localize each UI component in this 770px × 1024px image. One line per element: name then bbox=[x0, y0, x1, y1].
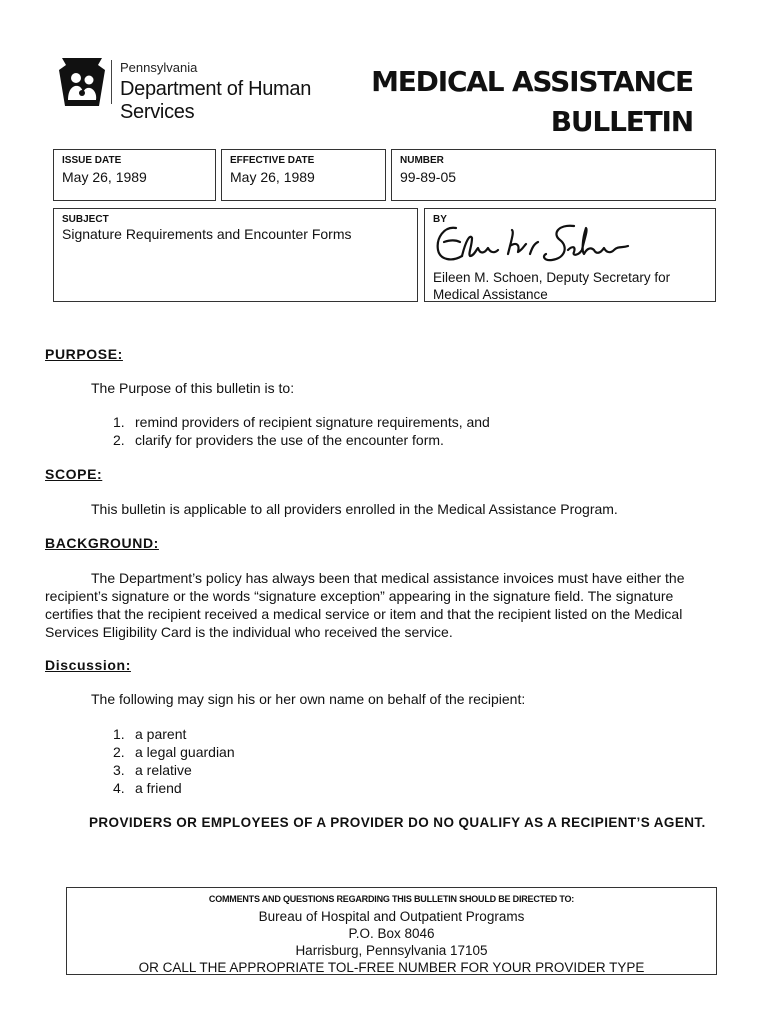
scope-heading: SCOPE: bbox=[45, 466, 103, 482]
keystone-family-icon bbox=[58, 56, 106, 108]
effective-date-label: EFFECTIVE DATE bbox=[230, 155, 315, 166]
contact-bureau: Bureau of Hospital and Outpatient Programs bbox=[258, 909, 525, 924]
discussion-list bbox=[113, 725, 235, 797]
contact-box bbox=[66, 887, 717, 975]
background-heading: BACKGROUND: bbox=[45, 535, 159, 551]
issue-date-box bbox=[53, 149, 216, 201]
purpose-list bbox=[113, 413, 490, 449]
issue-date-value: May 26, 1989 bbox=[62, 169, 147, 185]
signature-image bbox=[434, 220, 634, 268]
background-text: The Department’s policy has always been that medical assistance invoices must have either the recipient’s signature or the words “signature exception” appearing in the signature field. The signature certifies that the recipient received a medical service or item and that the recipient listed on the Medical Services Eligibility Card is the individual who received the service. bbox=[45, 570, 685, 640]
list-item: 2. a legal guardian bbox=[113, 744, 235, 760]
logo-divider bbox=[111, 60, 112, 104]
issue-date-label: ISSUE DATE bbox=[62, 155, 122, 166]
by-name-line-2: Medical Assistance bbox=[433, 287, 548, 302]
contact-phone-note: OR CALL THE APPROPRIATE TOL-FREE NUMBER FOR YOUR PROVIDER TYPE bbox=[138, 960, 645, 975]
by-name-line-1: Eileen M. Schoen, Deputy Secretary for bbox=[433, 270, 671, 285]
list-item: 3. a relative bbox=[113, 762, 192, 778]
subject-box bbox=[53, 208, 418, 302]
scope-text: This bulletin is applicable to all providers enrolled in the Medical Assistance Program. bbox=[91, 501, 618, 517]
by-name bbox=[433, 269, 693, 303]
list-item: 4. a friend bbox=[113, 780, 182, 796]
list-item: 1. remind providers of recipient signature requirements, and bbox=[113, 414, 490, 430]
logo-department-name: Department of Human Services bbox=[120, 78, 312, 123]
list-item: 1. a parent bbox=[113, 726, 187, 742]
number-value: 99-89-05 bbox=[400, 169, 457, 185]
number-box bbox=[391, 149, 716, 201]
logo-state-name: Pennsylvania bbox=[120, 60, 198, 75]
contact-po-box: P.O. Box 8046 bbox=[348, 926, 435, 941]
effective-date-value: May 26, 1989 bbox=[230, 169, 315, 185]
subject-label: SUBJECT bbox=[62, 214, 109, 225]
title-line-1: MEDICAL ASSISTANCE bbox=[371, 65, 693, 98]
title-line-2: BULLETIN bbox=[550, 105, 693, 138]
purpose-intro: The Purpose of this bulletin is to: bbox=[91, 380, 295, 396]
discussion-intro: The following may sign his or her own name on behalf of the recipient: bbox=[91, 691, 526, 707]
number-label: NUMBER bbox=[400, 155, 444, 166]
bulletin-title bbox=[371, 62, 693, 142]
agent-notice: PROVIDERS OR EMPLOYEES OF A PROVIDER DO NO QUALIFY AS A RECIPIENT’S AGENT. bbox=[89, 815, 706, 830]
purpose-heading: PURPOSE: bbox=[45, 346, 123, 362]
effective-date-box bbox=[221, 149, 386, 201]
discussion-heading: Discussion: bbox=[45, 657, 131, 673]
list-item: 2. clarify for providers the use of the encounter form. bbox=[113, 432, 444, 448]
contact-lead: COMMENTS AND QUESTIONS REGARDING THIS BULLETIN SHOULD BE DIRECTED TO: bbox=[208, 894, 575, 904]
contact-city: Harrisburg, Pennsylvania 17105 bbox=[295, 943, 488, 958]
by-label: BY bbox=[433, 214, 447, 225]
subject-value: Signature Requirements and Encounter Forms bbox=[62, 226, 352, 242]
dhs-logo bbox=[58, 56, 378, 123]
